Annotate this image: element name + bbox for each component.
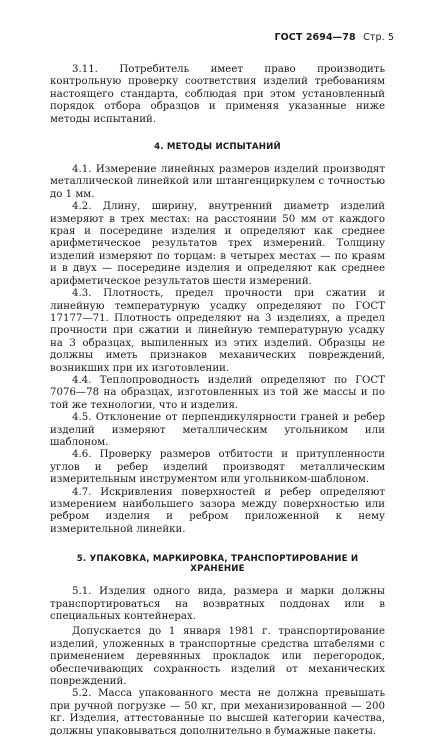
paragraph-4-1: 4.1. Измерение линейных размеров изделий производят металлической линейкой или штангенциркулем с точностью до 1 мм. [50, 164, 385, 200]
paragraph-4-2: 4.2. Длину, ширину, внутренний диаметр изделий измеряют в трех местах: на расстоянии 50 мм от каждого края и посередине изделия и определяют как среднее арифметическое результатов трех измерений. Толщину изделий измеряют по торцам: в четырех местах — по краям и в двух — посередине изделия и определяют как среднее арифметическое результатов шести измерений. [50, 201, 385, 287]
paragraph-3-11: 3.11. Потребитель имеет право производить контрольную проверку соответствия изделий требованиям настоящего стандарта, соблюдая при этом установленный порядок отбора образцов и применяя указанные ниже методы испытаний. [50, 64, 385, 125]
document-body [50, 64, 385, 738]
paragraph-5-1-note: Допускается до 1 января 1981 г. транспортирование изделий, уложенных в транспортные средства штабелями с применением деревянных прокладок или перегородок, обеспечивающих сохранность изделий от механических повреждений. [50, 626, 385, 688]
paragraph-4-3: 4.3. Плотность, предел прочности при сжатии и линейную температурную усадку определяют по ГОСТ 17177—71. Плотность определяют на 3 изделиях, а предел прочности при сжатии и линейную температурную усадку на 3 образцах, выпиленных из этих изделий. Образцы не должны иметь признаков механических повреждений, возникших при их изготовлении. [50, 288, 385, 374]
section-4-title: 4. МЕТОДЫ ИСПЫТАНИЙ [154, 142, 281, 153]
section-5-title: 5. УПАКОВКА, МАРКИРОВКА, ТРАНСПОРТИРОВАНИЕ И ХРАНЕНИЕ [76, 554, 359, 575]
paragraph-4-4: 4.4. Теплопроводность изделий определяют по ГОСТ 7076—78 на образцах, изготовленных из той же массы и по той же технологии, что и изделия. [50, 374, 385, 411]
standard-number: ГОСТ 2694—78 [274, 32, 356, 43]
page-header [274, 32, 394, 43]
page-number: Стр. 5 [363, 32, 394, 43]
paragraph-4-7: 4.7. Искривления поверхностей и ребер определяют измерением наибольшего зазора между поверхностью или ребром изделия и ребром приложенной к нему измерительной линейки. [50, 486, 385, 535]
paragraph-5-2: 5.2. Масса упакованного места не должна превышать при ручной погрузке — 50 кг, при механизированной — 200 кг. Изделия, аттестованные по высшей категории качества, должны упаковываться дополнительно в бумажные пакеты. [50, 688, 385, 737]
paragraph-4-5: 4.5. Отклонение от перпендикулярности граней и ребер изделий измеряют металлическим угольником или шаблоном. [50, 412, 385, 448]
paragraph-4-6: 4.6. Проверку размеров отбитости и притупленности углов и ребер изделий производят металлическим измерительным инструментом или угольником-шаблоном. [50, 449, 385, 486]
paragraph-5-1: 5.1. Изделия одного вида, размера и марки должны транспортироваться на возвратных поддонах или в специальных контейнерах. [50, 586, 385, 623]
